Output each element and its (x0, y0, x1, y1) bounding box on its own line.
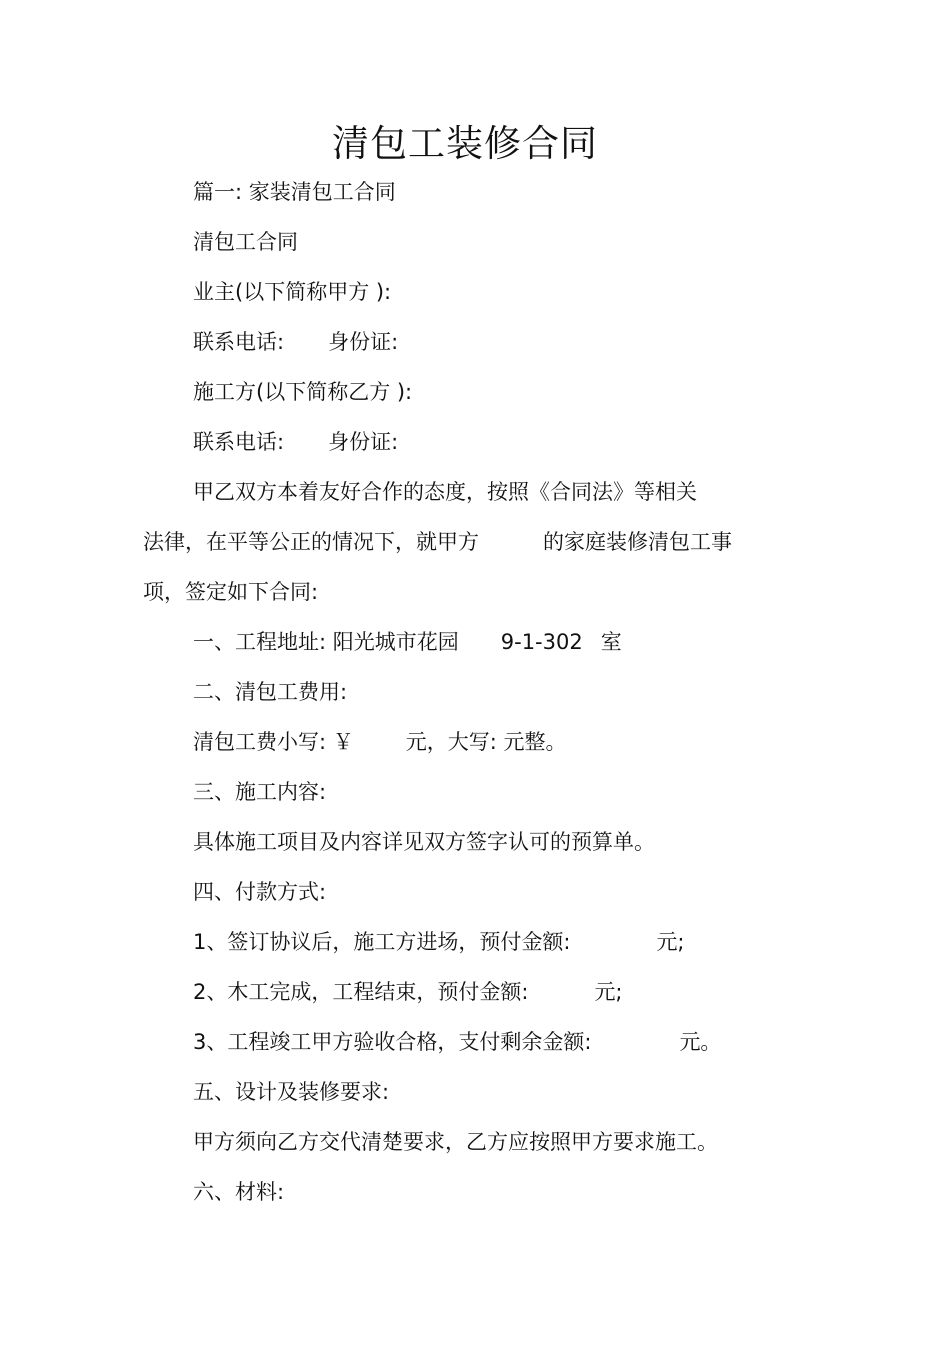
intro-line-2 (143, 528, 732, 556)
payment-1-unit: 元; (656, 930, 685, 954)
contractor-contact-line (193, 428, 398, 456)
payment-2-unit: 元; (594, 980, 623, 1004)
item5-label: 五、设计及装修要求: (193, 1080, 390, 1104)
item4-label: 四、付款方式: (193, 880, 327, 904)
item1-suffix: 室 (600, 630, 622, 654)
item1-address (193, 628, 622, 656)
fee-line (193, 728, 567, 756)
item6-label: 六、材料: (193, 1180, 285, 1204)
payment-3-text: 3、工程竣工甲方验收合格，支付剩余金额: (193, 1030, 592, 1054)
payment-3 (193, 1028, 721, 1056)
contractor-phone-label: 联系电话: (193, 430, 285, 454)
payment-2-text: 2、木工完成，工程结束，预付金额: (193, 980, 529, 1004)
owner-id-label: 身份证: (328, 330, 399, 354)
item3-label: 三、施工内容: (193, 780, 327, 804)
intro-line-1: 甲乙双方本着友好合作的态度，按照《合同法》等相关 (193, 480, 697, 504)
payment-1 (193, 928, 685, 956)
intro-line-3: 项，签定如下合同: (143, 580, 319, 604)
fee-big: 元，大写: 元整。 (405, 730, 567, 754)
payment-3-unit: 元。 (679, 1030, 722, 1054)
section-label: 篇一: 家装清包工合同 (193, 180, 396, 204)
intro-line-2-start: 法律，在平等公正的情况下，就甲方 (143, 530, 479, 554)
owner-contact-line (193, 328, 398, 356)
contractor-id-label: 身份证: (328, 430, 399, 454)
item1-label: 一、工程地址: 阳光城市花园 (193, 630, 459, 654)
document-title: 清包工装修合同 (332, 122, 598, 165)
payment-2 (193, 978, 623, 1006)
item2-label: 二、清包工费用: (193, 680, 348, 704)
owner-phone-label: 联系电话: (193, 330, 285, 354)
item3-text: 具体施工项目及内容详见双方签字认可的预算单。 (193, 830, 655, 854)
item1-room: 9-1-302 (500, 630, 583, 654)
contractor-label: 施工方(以下简称乙方 ): (193, 380, 413, 404)
contract-name: 清包工合同 (193, 230, 298, 254)
payment-1-text: 1、签订协议后，施工方进场，预付金额: (193, 930, 571, 954)
item5-text: 甲方须向乙方交代清楚要求，乙方应按照甲方要求施工。 (193, 1130, 718, 1154)
owner-label: 业主(以下简称甲方 ): (193, 280, 392, 304)
fee-small: 清包工费小写: ￥ (193, 730, 354, 754)
intro-line-2-end: 的家庭装修清包工事 (543, 530, 732, 554)
